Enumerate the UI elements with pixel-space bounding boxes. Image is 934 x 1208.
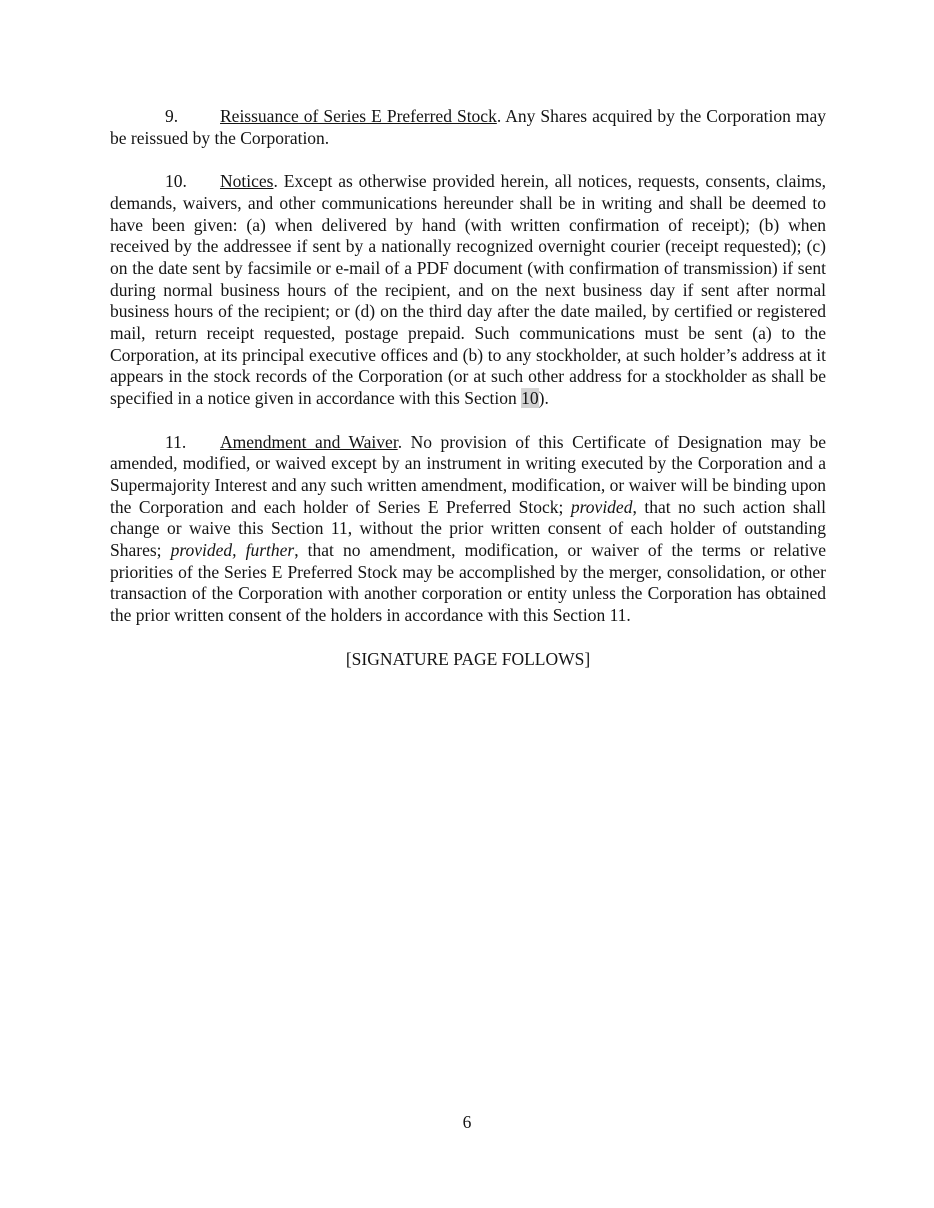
highlighted-text: 10: [521, 388, 539, 409]
section-11-text-2: , that no such action shall change or waive this Section 11, without the prior written consent of each holder of outstanding Shares;: [110, 496, 826, 561]
section-11-heading: Amendment and Waiver: [220, 431, 398, 452]
section-10-number: 10.: [165, 171, 187, 192]
section-11-text-1: . No provision of this Certificate of Designation may be amended, modified, or waived except by an instrument in writing executed by the Corporation and a Supermajority Interest and any such written amendment, modification, or waiver will be binding upon the Corporation and each holder of Series E Preferred Stock;: [110, 431, 826, 517]
section-11-paragraph: [110, 432, 826, 627]
section-9-number: 9.: [165, 106, 179, 126]
document-body: [110, 106, 826, 670]
section-9-heading: Reissuance of Series E Preferred Stock: [220, 106, 497, 126]
signature-page-notice: [SIGNATURE PAGE FOLLOWS]: [345, 648, 591, 669]
section-11-number: 11.: [165, 431, 187, 452]
section-11-text-3: , that no amendment, modification, or waiver of the terms or relative priorities of the Series E Preferred Stock may be accomplished by the merger, consolidation, or other transaction of the Corporation with another corporation or entity unless the Corporation has obtained the prior written consent of the holders in accordance with this Section 11.: [110, 540, 826, 626]
section-10-text-tail: ).: [538, 388, 549, 409]
section-9-text: . Any Shares acquired by the Corporation may be reissued by the Corporation.: [110, 106, 826, 148]
section-10-text: . Except as otherwise provided herein, all notices, requests, consents, claims, demands, waivers, and other communications hereunder shall be in writing and shall be deemed to have been given: (a) when delivered by hand (with written confirmation of receipt); (b) when received by the addressee if sent by a nationally recognized overnight courier (receipt requested); (c) on the date sent by facsimile or e-mail of a PDF document (with confirmation of transmission) if sent during normal business hours of the recipient, and on the next business day if sent after normal business hours of the recipient; or (d) on the third day after the date mailed, by certified or registered mail, return receipt requested, postage prepaid. Such communications must be sent (a) to the Corporation, at its principal executive offices and (b) to any stockholder, at such holder’s address at it appears in the stock records of the Corporation (or at such other address for a stockholder as shall be specified in a notice given in accordance with this Section: [110, 171, 826, 409]
section-10-heading: Notices: [220, 171, 274, 192]
section-10-paragraph: [110, 171, 826, 410]
page-number: 6: [462, 1112, 472, 1132]
proviso-term-2: provided, further: [170, 540, 295, 561]
proviso-term-1: provided: [570, 496, 633, 517]
section-9-paragraph: [110, 106, 826, 149]
